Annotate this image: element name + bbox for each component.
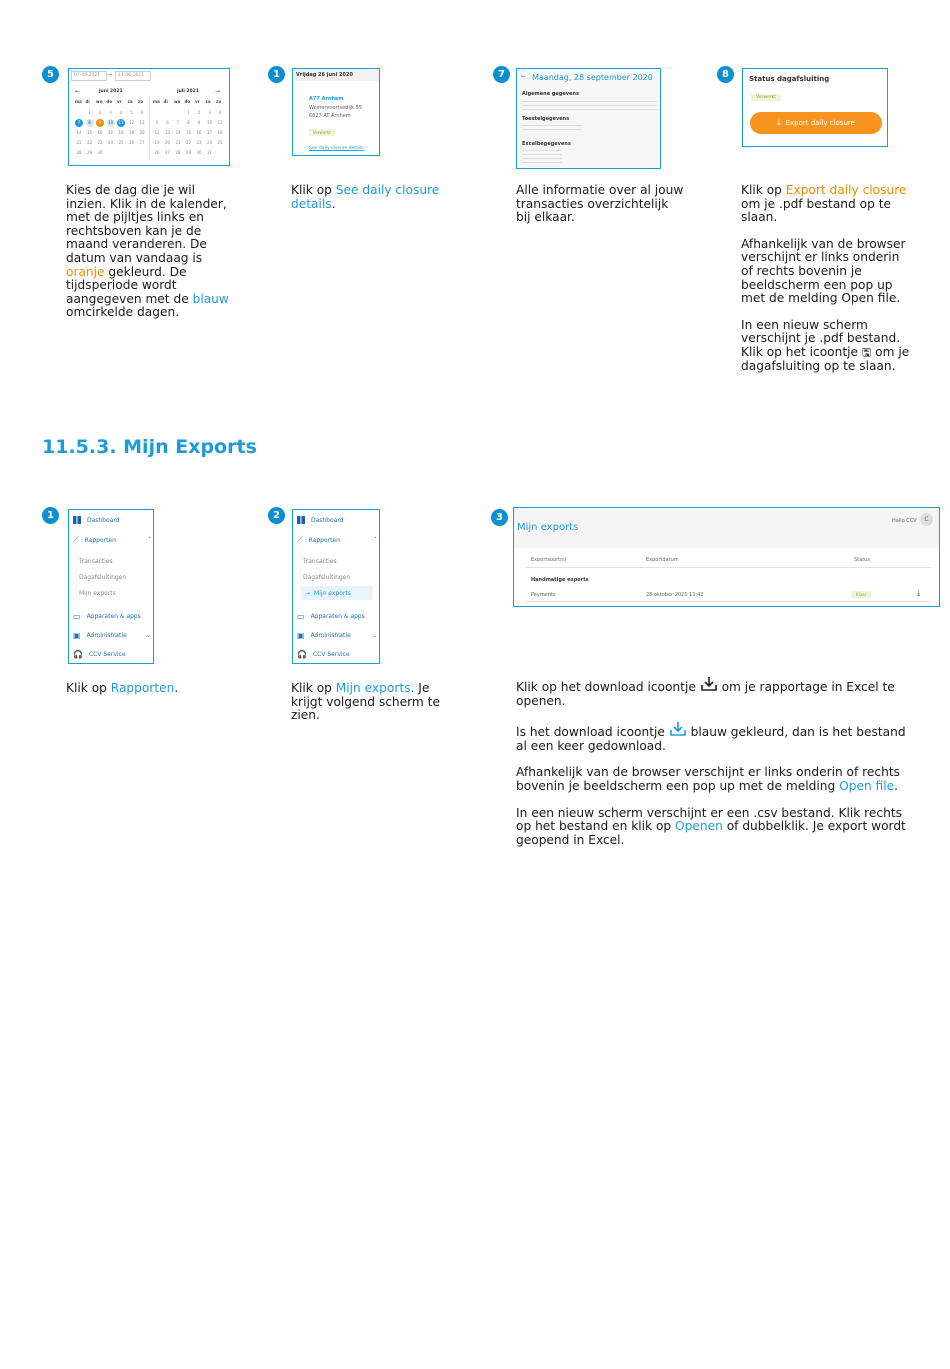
calendar-day[interactable]: 14 [76, 130, 82, 135]
weekday-label: zo [216, 99, 222, 104]
weekday-label: za [205, 99, 211, 104]
chevron-down-icon: ⌄ [371, 632, 377, 639]
step-badge-2: 2 [268, 507, 285, 524]
save-icon: 🖫 [861, 345, 872, 359]
section-title: 11.5.3. Mijn Exports [42, 436, 257, 458]
step-badge-3: 3 [491, 509, 508, 526]
calendar-day[interactable]: 1 [187, 110, 190, 115]
calendar-day[interactable]: 24 [206, 140, 213, 145]
device-data-lines [522, 125, 582, 132]
calendar-day[interactable]: 31 [206, 150, 213, 155]
menu-apparaten[interactable]: ▭ Apparaten & apps [73, 612, 141, 621]
col-exportsoort: Exportsoortnij [531, 557, 567, 563]
menu-ccv-service[interactable]: 🎧 CCV Service [297, 650, 350, 659]
calendar-day[interactable]: 22 [185, 140, 192, 145]
weekday-label: wo [96, 99, 103, 104]
calendar-day[interactable]: 24 [107, 140, 114, 145]
col-exportdatum: Exportdatum [646, 557, 679, 563]
calendar-day[interactable]: 16 [196, 130, 202, 135]
step-badge-7: 7 [493, 66, 510, 83]
headset-icon: 🎧 [297, 650, 307, 659]
step1-description: Klik op See daily closure details. [291, 183, 440, 211]
calendar-day[interactable]: 19 [128, 130, 135, 135]
mijn-exports-screenshot [513, 507, 940, 607]
calendar-screenshot [68, 68, 230, 166]
calendar-day[interactable]: 5 [130, 110, 133, 115]
header-divider [526, 567, 931, 568]
menu-ccv-service[interactable]: 🎧 CCV Service [73, 650, 126, 659]
bottom-step3-description: Klik op het download icoontje om je rapportage in Excel te openen. Is het download icoontje blauw gekleurd, dan is het bestand al een keer gedownload. Afhankelijk van de browser verschijnt er links onderin of rechts bovenin je beeldscherm een pop up met de melding Open file. In een nieuw scherm verschijnt er een .csv bestand. Klik rechts op het bestand en klik op Openen of dubbelklik. Je export wordt geopend in Excel. [516, 676, 916, 860]
headset-icon: 🎧 [73, 650, 83, 659]
calendar-day[interactable]: 4 [119, 110, 123, 115]
calendar-day[interactable]: 21 [175, 140, 181, 145]
bottom-step1-description: Klik op Rapporten. [66, 681, 179, 695]
download-icon-blue [669, 721, 687, 737]
admin-icon: ▣ [297, 631, 305, 640]
col-status: Status [854, 557, 870, 563]
calendar-day[interactable]: 9 [96, 119, 104, 127]
calendar-day[interactable]: 12 [128, 120, 135, 125]
weekday-label: wo [174, 99, 181, 104]
menu-mijn-exports[interactable]: Mijn exports [79, 590, 116, 597]
status-badge: Verwerkt [751, 94, 781, 101]
menu-transacties[interactable]: Transacties [79, 558, 113, 565]
extra-data-lines [522, 150, 562, 164]
row-date: 28 oktober 2020 11:42 [646, 592, 704, 598]
calendar-day[interactable]: 6 [166, 120, 169, 125]
calendar-day[interactable]: 19 [154, 140, 160, 145]
admin-icon: ▣ [73, 631, 81, 640]
step7-description: Alle informatie over al jouw transacties overzichtelijk bij elkaar. [516, 183, 684, 225]
weekday-label: ma [153, 99, 160, 104]
calendar-day[interactable]: 15 [86, 130, 93, 135]
calendar-day[interactable]: 29 [86, 150, 93, 155]
calendar-day[interactable]: 8 [86, 119, 94, 127]
weekday-label: di [85, 99, 90, 104]
arrow-right-icon: → [305, 589, 311, 597]
row-name: Payments [531, 592, 556, 598]
detail-date-title: Maandag, 28 september 2020 [532, 73, 653, 82]
calendar-day[interactable]: 13 [139, 120, 145, 125]
devices-icon: ▭ [297, 612, 305, 621]
step-badge-1b: 1 [42, 507, 59, 524]
menu-apparaten[interactable]: ▭ Apparaten & apps [297, 612, 365, 621]
menu-rapporten[interactable]: ⟋ Rapporten ˆ [73, 535, 151, 544]
bottom-step2-description: Klik op Mijn exports. Je krijgt volgend scherm te zien. [291, 681, 440, 723]
calendar-day[interactable]: 10 [107, 120, 114, 125]
row-divider [526, 601, 931, 602]
greeting: Hallo CCV [892, 518, 917, 524]
chevron-up-icon: ˆ [374, 536, 377, 544]
date-from-field: 07-06-2021 [71, 71, 107, 81]
section-general: Algemene gegevens [522, 91, 579, 97]
section-device: Toestelgegevens [522, 116, 570, 122]
card-date: Vrijdag 26 juni 2020 [296, 72, 353, 78]
chart-line-icon: ⟋ [73, 535, 79, 544]
calendar-day[interactable]: 26 [128, 140, 135, 145]
calendar-day[interactable]: 14 [175, 130, 181, 135]
row-status-badge: Klaar [851, 591, 871, 598]
calendar-day[interactable]: 3 [109, 110, 112, 115]
step8-description: Klik op Export daily closure om je .pdf bestand op te slaan. Afhankelijk van de browser verschijnt er links onderin of rechts bovenin je beeldscherm een pop up met de melding Open file. In een nieuw scherm verschijnt je .pdf bestand. Klik op het icoontje 🖫 om je dagafsluiting op te slaan. [741, 183, 910, 373]
weekday-label: vr [117, 99, 122, 104]
calendar-divider [149, 97, 150, 159]
calendar-day[interactable]: 21 [76, 140, 82, 145]
step-badge-1: 1 [268, 66, 285, 83]
daily-closure-detail-screenshot [516, 68, 661, 169]
chevron-up-icon: ˆ [148, 536, 151, 544]
weekday-label: zo [138, 99, 144, 104]
general-data-lines [522, 101, 657, 111]
calendar-day[interactable]: 25 [118, 140, 124, 145]
menu-screenshot-1 [68, 509, 154, 664]
chevron-down-icon: ⌄ [145, 632, 151, 639]
calendar-day[interactable]: 5 [155, 120, 159, 125]
weekday-label: vr [195, 99, 200, 104]
menu-dagafsluitingen[interactable]: Dagafsluitingen [303, 574, 351, 581]
month-left-title: juni 2021 [99, 89, 123, 94]
dashboard-icon [297, 516, 305, 524]
menu-administratie[interactable]: ▣ Administratie ⌄ [73, 631, 151, 640]
calendar-day[interactable]: 26 [154, 150, 160, 155]
see-daily-closure-link[interactable]: See daily closure details [309, 146, 364, 151]
calendar-day[interactable]: 30 [97, 150, 103, 155]
devices-icon: ▭ [73, 612, 81, 621]
calendar-day[interactable]: 7 [176, 120, 180, 125]
weekday-label: do [106, 99, 113, 104]
export-daily-closure-button[interactable] [750, 112, 882, 134]
calendar-day[interactable]: 16 [97, 130, 103, 135]
menu-mijn-exports-selected[interactable]: → Mijn exports [301, 586, 373, 600]
address-line-2: 6827 AT Arnhem [309, 113, 351, 119]
calendar-day[interactable]: 9 [197, 120, 201, 125]
store-name: A77 Arnhem [309, 96, 344, 102]
calendar-day[interactable]: 1 [88, 110, 91, 115]
calendar-day[interactable]: 13 [164, 130, 171, 135]
calendar-day[interactable]: 12 [154, 130, 160, 135]
exports-page-title: Mijn exports [517, 522, 579, 533]
dashboard-icon [73, 516, 81, 524]
daily-closure-card-screenshot [292, 68, 380, 156]
month-right-title: juli 2021 [177, 89, 199, 94]
next-month-icon[interactable]: → [215, 88, 221, 95]
see-daily-closure-text-link: See daily closure details [291, 183, 440, 211]
avatar[interactable]: C [920, 513, 933, 526]
calendar-day[interactable]: 20 [164, 140, 171, 145]
calendar-day[interactable]: 23 [196, 140, 202, 145]
calendar-day[interactable]: 3 [208, 110, 211, 115]
calendar-day[interactable]: 18 [217, 130, 223, 135]
download-icon: ⤓ [777, 118, 781, 127]
group-handmatige-exports: Handmatige exports [531, 577, 589, 583]
calendar-day[interactable]: 10 [206, 120, 213, 125]
menu-transacties[interactable]: Transacties [303, 558, 337, 565]
section-extra: Excelbegegevens [522, 141, 571, 147]
export-button-label: Export daily closure [785, 119, 855, 127]
arrow-right-icon: → [107, 71, 113, 78]
menu-administratie[interactable]: ▣ Administratie ⌄ [297, 631, 377, 640]
calendar-day[interactable]: 23 [97, 140, 103, 145]
weekday-label: ma [75, 99, 82, 104]
calendar-day[interactable]: 11 [217, 120, 223, 125]
menu-rapporten[interactable]: ⟋ Rapporten ˆ [297, 535, 377, 544]
menu-screenshot-2 [292, 509, 380, 664]
calendar-day[interactable]: 28 [175, 150, 181, 155]
calendar-day[interactable]: 2 [197, 110, 201, 115]
chart-line-icon: ⟋ [297, 535, 303, 544]
date-to-field: 11-06-2021 [115, 71, 151, 81]
calendar-day[interactable]: 29 [185, 150, 192, 155]
weekday-label: do [184, 99, 191, 104]
menu-dashboard[interactable]: Dashboard [73, 516, 120, 524]
calendar-day[interactable]: 30 [196, 150, 202, 155]
address-line-1: Westervoortsedijk 55 [309, 105, 362, 111]
calendar-day[interactable]: 20 [139, 130, 145, 135]
calendar-day[interactable]: 17 [107, 130, 114, 135]
weekday-label: za [127, 99, 133, 104]
calendar-day[interactable]: 27 [164, 150, 171, 155]
menu-dagafsluitingen[interactable]: Dagafsluitingen [79, 574, 127, 581]
calendar-day[interactable]: 27 [139, 140, 145, 145]
status-badge: Verwerkt [309, 129, 335, 136]
calendar-day[interactable]: 7 [75, 119, 83, 127]
calendar-day[interactable]: 11 [118, 120, 124, 125]
menu-dashboard[interactable]: Dashboard [297, 516, 344, 524]
step5-description: Kies de dag die je wil inzien. Klik in de kalender, met de pijltjes links en rechtsboven kan je de maand veranderen. De datum van vandaag is oranje gekleurd. De tijdsperiode wordt aangegeven met de blauw omcirkelde dagen. [66, 183, 229, 320]
row-download-icon[interactable]: ⤓ [917, 589, 921, 597]
step-badge-8: 8 [717, 66, 734, 83]
step-badge-5: 5 [42, 66, 59, 83]
calendar-day[interactable]: 15 [185, 130, 192, 135]
download-icon-dark [700, 676, 718, 692]
calendar-day[interactable]: 25 [217, 140, 223, 145]
back-arrow-icon[interactable]: ← [521, 73, 527, 80]
prev-month-icon[interactable]: ← [75, 88, 81, 95]
status-title: Status dagafsluiting [749, 75, 830, 83]
calendar-day[interactable]: 17 [206, 130, 213, 135]
calendar-day[interactable]: 22 [86, 140, 93, 145]
export-daily-closure-screenshot [742, 68, 888, 147]
calendar-day[interactable]: 6 [140, 110, 144, 115]
weekday-label: di [163, 99, 168, 104]
calendar-day[interactable]: 18 [118, 130, 124, 135]
calendar-day[interactable]: 4 [218, 110, 222, 115]
calendar-day[interactable]: 8 [187, 120, 190, 125]
calendar-day[interactable]: 2 [98, 110, 102, 115]
calendar-day[interactable]: 28 [76, 150, 82, 155]
